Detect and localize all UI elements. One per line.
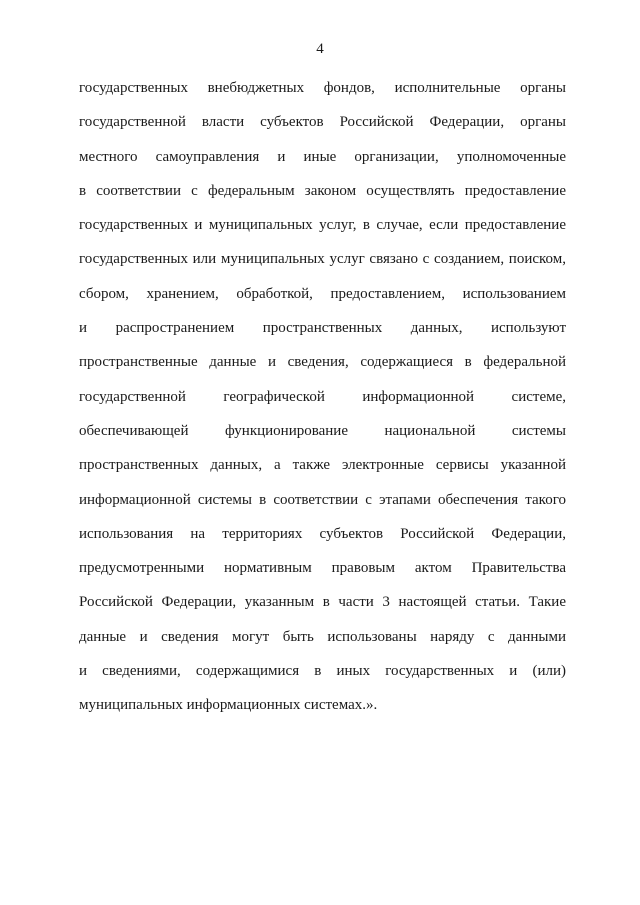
text-line: муниципальных информационных системах.».	[79, 697, 378, 714]
text-line: государственной власти субъектов Российской Федерации, органы	[79, 114, 566, 131]
text-line: данные и сведения могут быть использованы наряду с данными	[79, 628, 566, 645]
text-line: государственных внебюджетных фондов, исполнительные органы	[79, 80, 566, 96]
text-line: обеспечивающей функционирование национальной системы	[79, 422, 566, 439]
body-paragraph	[79, 78, 566, 730]
text-line: в соответствии с федеральным законом осуществлять предоставление	[79, 182, 566, 199]
text-line: пространственные данные и сведения, содержащиеся в федеральной	[79, 354, 566, 371]
text-line: использования на территориях субъектов Российской Федерации,	[79, 525, 566, 542]
text-line: предусмотренными нормативным правовым актом Правительства	[79, 560, 566, 577]
text-line: и распространением пространственных данных, используют	[79, 320, 566, 337]
text-line: Российской Федерации, указанным в части 3 настоящей статьи. Такие	[79, 594, 566, 611]
page-number: 4	[316, 41, 324, 57]
text-line: местного самоуправления и иные организации, уполномоченные	[79, 148, 566, 165]
text-line: государственной географической информационной системе,	[79, 388, 566, 405]
text-line: сбором, хранением, обработкой, предоставлением, использованием	[79, 285, 566, 302]
text-line: и сведениями, содержащимися в иных государственных и (или)	[79, 663, 566, 680]
text-line: пространственных данных, а также электронные сервисы указанной	[79, 457, 566, 474]
text-line: государственных и муниципальных услуг, в случае, если предоставление	[79, 217, 566, 234]
text-line: информационной системы в соответствии с этапами обеспечения такого	[79, 491, 566, 508]
text-line: государственных или муниципальных услуг связано с созданием, поиском,	[79, 251, 566, 268]
